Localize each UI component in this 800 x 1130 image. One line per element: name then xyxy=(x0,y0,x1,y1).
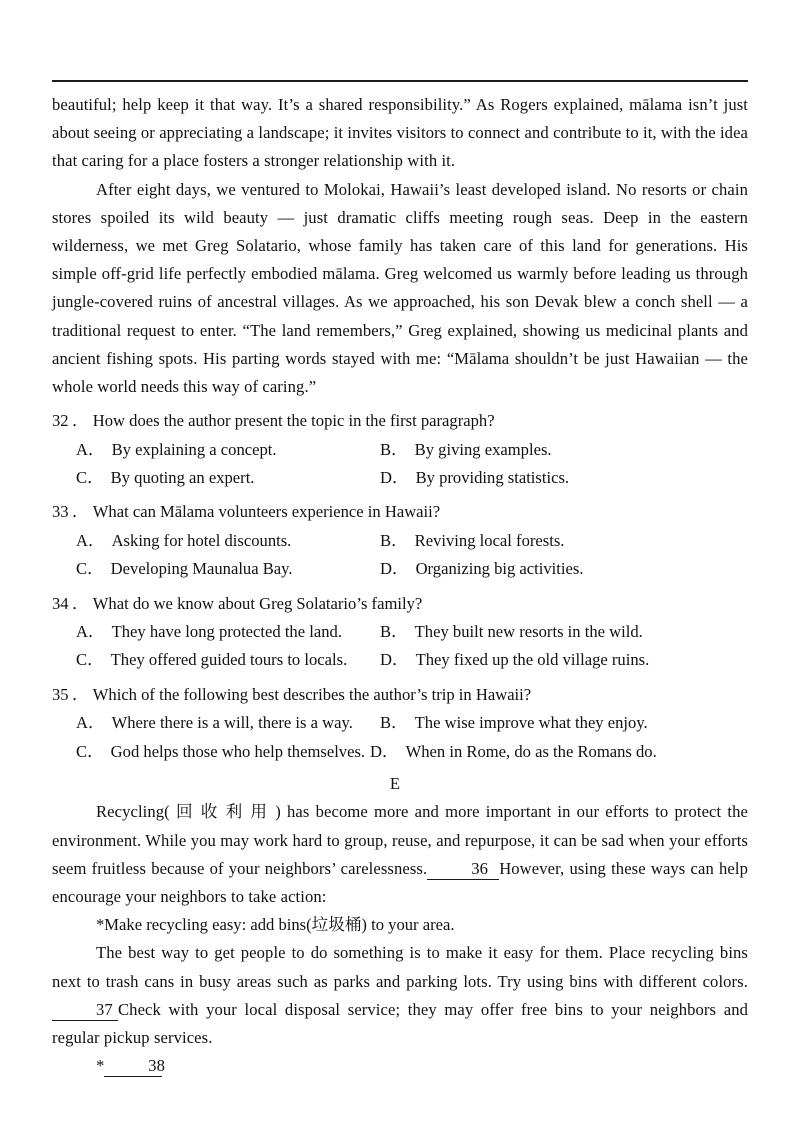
option-letter: D xyxy=(380,650,392,670)
section-e-bullet-1: *Make recycling easy: add bins(垃圾桶) to your area. xyxy=(96,915,455,935)
question-32-options-row-2 xyxy=(52,464,748,492)
blank-36[interactable]: 36 xyxy=(427,859,499,880)
question-33-option-d[interactable] xyxy=(380,555,583,583)
section-e-p2-after-blank: Check with your local disposal service; they may offer free bins to your neighbors and regular pickup services. xyxy=(52,999,748,1047)
option-separator: ． xyxy=(391,713,408,733)
question-32-stem xyxy=(52,407,748,435)
question-35-stem xyxy=(52,681,748,709)
question-34-options-row-1 xyxy=(52,618,748,646)
question-33-option-a[interactable] xyxy=(76,527,380,555)
document-content xyxy=(52,80,748,1080)
question-35-number: 35 xyxy=(52,684,69,704)
section-e-p1-after-blank: However, using these ways can help encourage your neighbors to take action: xyxy=(52,858,749,906)
option-separator: ． xyxy=(391,468,409,488)
option-text: Asking for hotel discounts. xyxy=(111,530,292,550)
option-text: By quoting an expert. xyxy=(110,468,255,488)
option-text: Where there is a will, there is a way. xyxy=(111,713,353,733)
question-35-options-row-2 xyxy=(52,738,748,766)
question-32-number: 32 xyxy=(52,411,69,431)
option-separator: ． xyxy=(87,713,105,733)
bullet-star: * xyxy=(96,1056,105,1076)
option-letter: C xyxy=(76,559,88,579)
option-text: By giving examples. xyxy=(414,439,552,459)
option-separator: ． xyxy=(87,650,104,670)
section-e-paragraph-1 xyxy=(52,798,748,911)
option-letter: D xyxy=(380,468,392,488)
option-separator: ． xyxy=(87,741,104,761)
question-35-option-b[interactable] xyxy=(380,709,648,737)
question-33-separator: ． xyxy=(72,502,89,522)
section-e-p1-before-blank: Recycling( 回 收 利 用 ) has become more and more important in our efforts to protect the environment. While you may work hard to group, reuse, and repurpose, it can be sad when your efforts seem fruitless because of your neighbors’ carelessness. xyxy=(52,802,748,878)
question-34-stem xyxy=(52,590,748,618)
option-separator: ． xyxy=(391,622,408,642)
option-separator: ． xyxy=(391,530,408,550)
option-letter: C xyxy=(76,741,88,761)
question-34-separator: ． xyxy=(72,593,89,613)
question-32-options-row-1 xyxy=(52,436,748,464)
question-33-options-row-2 xyxy=(52,555,748,583)
question-32 xyxy=(52,407,748,492)
blank-37[interactable]: 37 xyxy=(52,1000,118,1021)
option-text: God helps those who help themselves. xyxy=(110,741,366,761)
question-32-option-a[interactable] xyxy=(76,436,380,464)
question-32-option-d[interactable] xyxy=(380,464,569,492)
option-letter: C xyxy=(76,468,88,488)
question-34 xyxy=(52,590,748,675)
question-32-option-c[interactable] xyxy=(76,464,380,492)
option-letter: D xyxy=(380,559,392,579)
option-text: By providing statistics. xyxy=(415,468,570,488)
question-33-number: 33 xyxy=(52,502,69,522)
option-separator: ． xyxy=(391,559,409,579)
question-34-number: 34 xyxy=(52,593,69,613)
option-letter: C xyxy=(76,650,88,670)
option-text: By explaining a concept. xyxy=(111,439,277,459)
option-separator: ． xyxy=(391,439,408,459)
question-35-option-d[interactable] xyxy=(370,738,657,766)
option-separator: ． xyxy=(87,439,105,459)
question-35-option-c[interactable] xyxy=(76,738,370,766)
question-33-option-b[interactable] xyxy=(380,527,564,555)
question-35-options-row-1 xyxy=(52,709,748,737)
question-35-text: Which of the following best describes the author’s trip in Hawaii? xyxy=(92,684,532,704)
question-34-option-a[interactable] xyxy=(76,618,380,646)
option-letter: B xyxy=(380,439,392,459)
question-35 xyxy=(52,681,748,766)
question-33-options-row-1 xyxy=(52,527,748,555)
option-separator: ． xyxy=(87,530,105,550)
option-letter: B xyxy=(380,713,392,733)
option-separator: ． xyxy=(381,741,399,761)
header-rule xyxy=(52,80,748,82)
question-32-separator: ． xyxy=(72,411,89,431)
option-letter: A xyxy=(76,439,88,459)
section-letter-e: E xyxy=(389,774,401,794)
option-separator: ． xyxy=(87,559,104,579)
option-text: They fixed up the old village ruins. xyxy=(415,650,650,670)
section-e-p2-before-blank: The best way to get people to do something is to make it easy for them. Place recycling bins next to trash cans in busy areas such as parks and parking lots. Try using bins with different colors. xyxy=(52,943,748,991)
option-separator: ． xyxy=(87,468,104,488)
question-35-separator: ． xyxy=(72,684,89,704)
option-text: They have long protected the land. xyxy=(111,622,342,642)
option-text: Reviving local forests. xyxy=(414,530,565,550)
question-34-option-b[interactable] xyxy=(380,618,643,646)
question-34-options-row-2 xyxy=(52,646,748,674)
option-separator: ． xyxy=(87,622,105,642)
option-separator: ． xyxy=(391,650,409,670)
option-text: They built new resorts in the wild. xyxy=(414,622,643,642)
question-34-option-d[interactable] xyxy=(380,646,649,674)
question-32-option-b[interactable] xyxy=(380,436,552,464)
section-e-bullet-2 xyxy=(52,1052,748,1080)
option-letter: A xyxy=(76,713,88,733)
option-letter: B xyxy=(380,622,392,642)
option-text: Developing Maunalua Bay. xyxy=(110,559,293,579)
option-text: They offered guided tours to locals. xyxy=(110,650,348,670)
question-35-option-a[interactable] xyxy=(76,709,380,737)
question-32-text: How does the author present the topic in the first paragraph? xyxy=(92,411,495,431)
paragraph-2: After eight days, we ventured to Molokai, Hawaii’s least developed island. No resorts or chain stores spoiled its wild beauty — just dramatic cliffs meeting rough seas. Deep in the eastern wilderness, we met Greg Solatario, whose family has taken care of this land for generations. His simple off-grid life perfectly embodied mālama. Greg welcomed us warmly before leading us through jungle-covered ruins of ancestral villages. As we approached, his son Devak blew a conch shell — a traditional request to enter. “The land remembers,” Greg explained, showing us medicinal plants and ancient fishing spots. His parting words stayed with me: “Mālama shouldn’t be just Hawaiian — the whole world needs this way of caring.” xyxy=(52,179,748,397)
option-text: Organizing big activities. xyxy=(415,559,584,579)
section-e-paragraph-2 xyxy=(52,939,748,1052)
option-letter: B xyxy=(380,530,392,550)
question-33 xyxy=(52,498,748,583)
option-text: The wise improve what they enjoy. xyxy=(414,713,648,733)
option-letter: A xyxy=(76,530,88,550)
question-33-text: What can Mālama volunteers experience in Hawaii? xyxy=(92,502,441,522)
paragraph-1: beautiful; help keep it that way. It’s a shared responsibility.” As Rogers explained, mālama isn’t just about seeing or appreciating a landscape; it invites visitors to connect and contribute to it, with the idea that caring for a place fosters a stronger relationship with it. xyxy=(52,95,748,171)
option-letter: D xyxy=(370,741,382,761)
question-33-option-c[interactable] xyxy=(76,555,380,583)
question-33-stem xyxy=(52,498,748,526)
option-letter: A xyxy=(76,622,88,642)
option-text: When in Rome, do as the Romans do. xyxy=(405,741,657,761)
question-34-text: What do we know about Greg Solatario’s family? xyxy=(92,593,423,613)
blank-38[interactable]: 38 xyxy=(104,1056,162,1077)
question-34-option-c[interactable] xyxy=(76,646,380,674)
